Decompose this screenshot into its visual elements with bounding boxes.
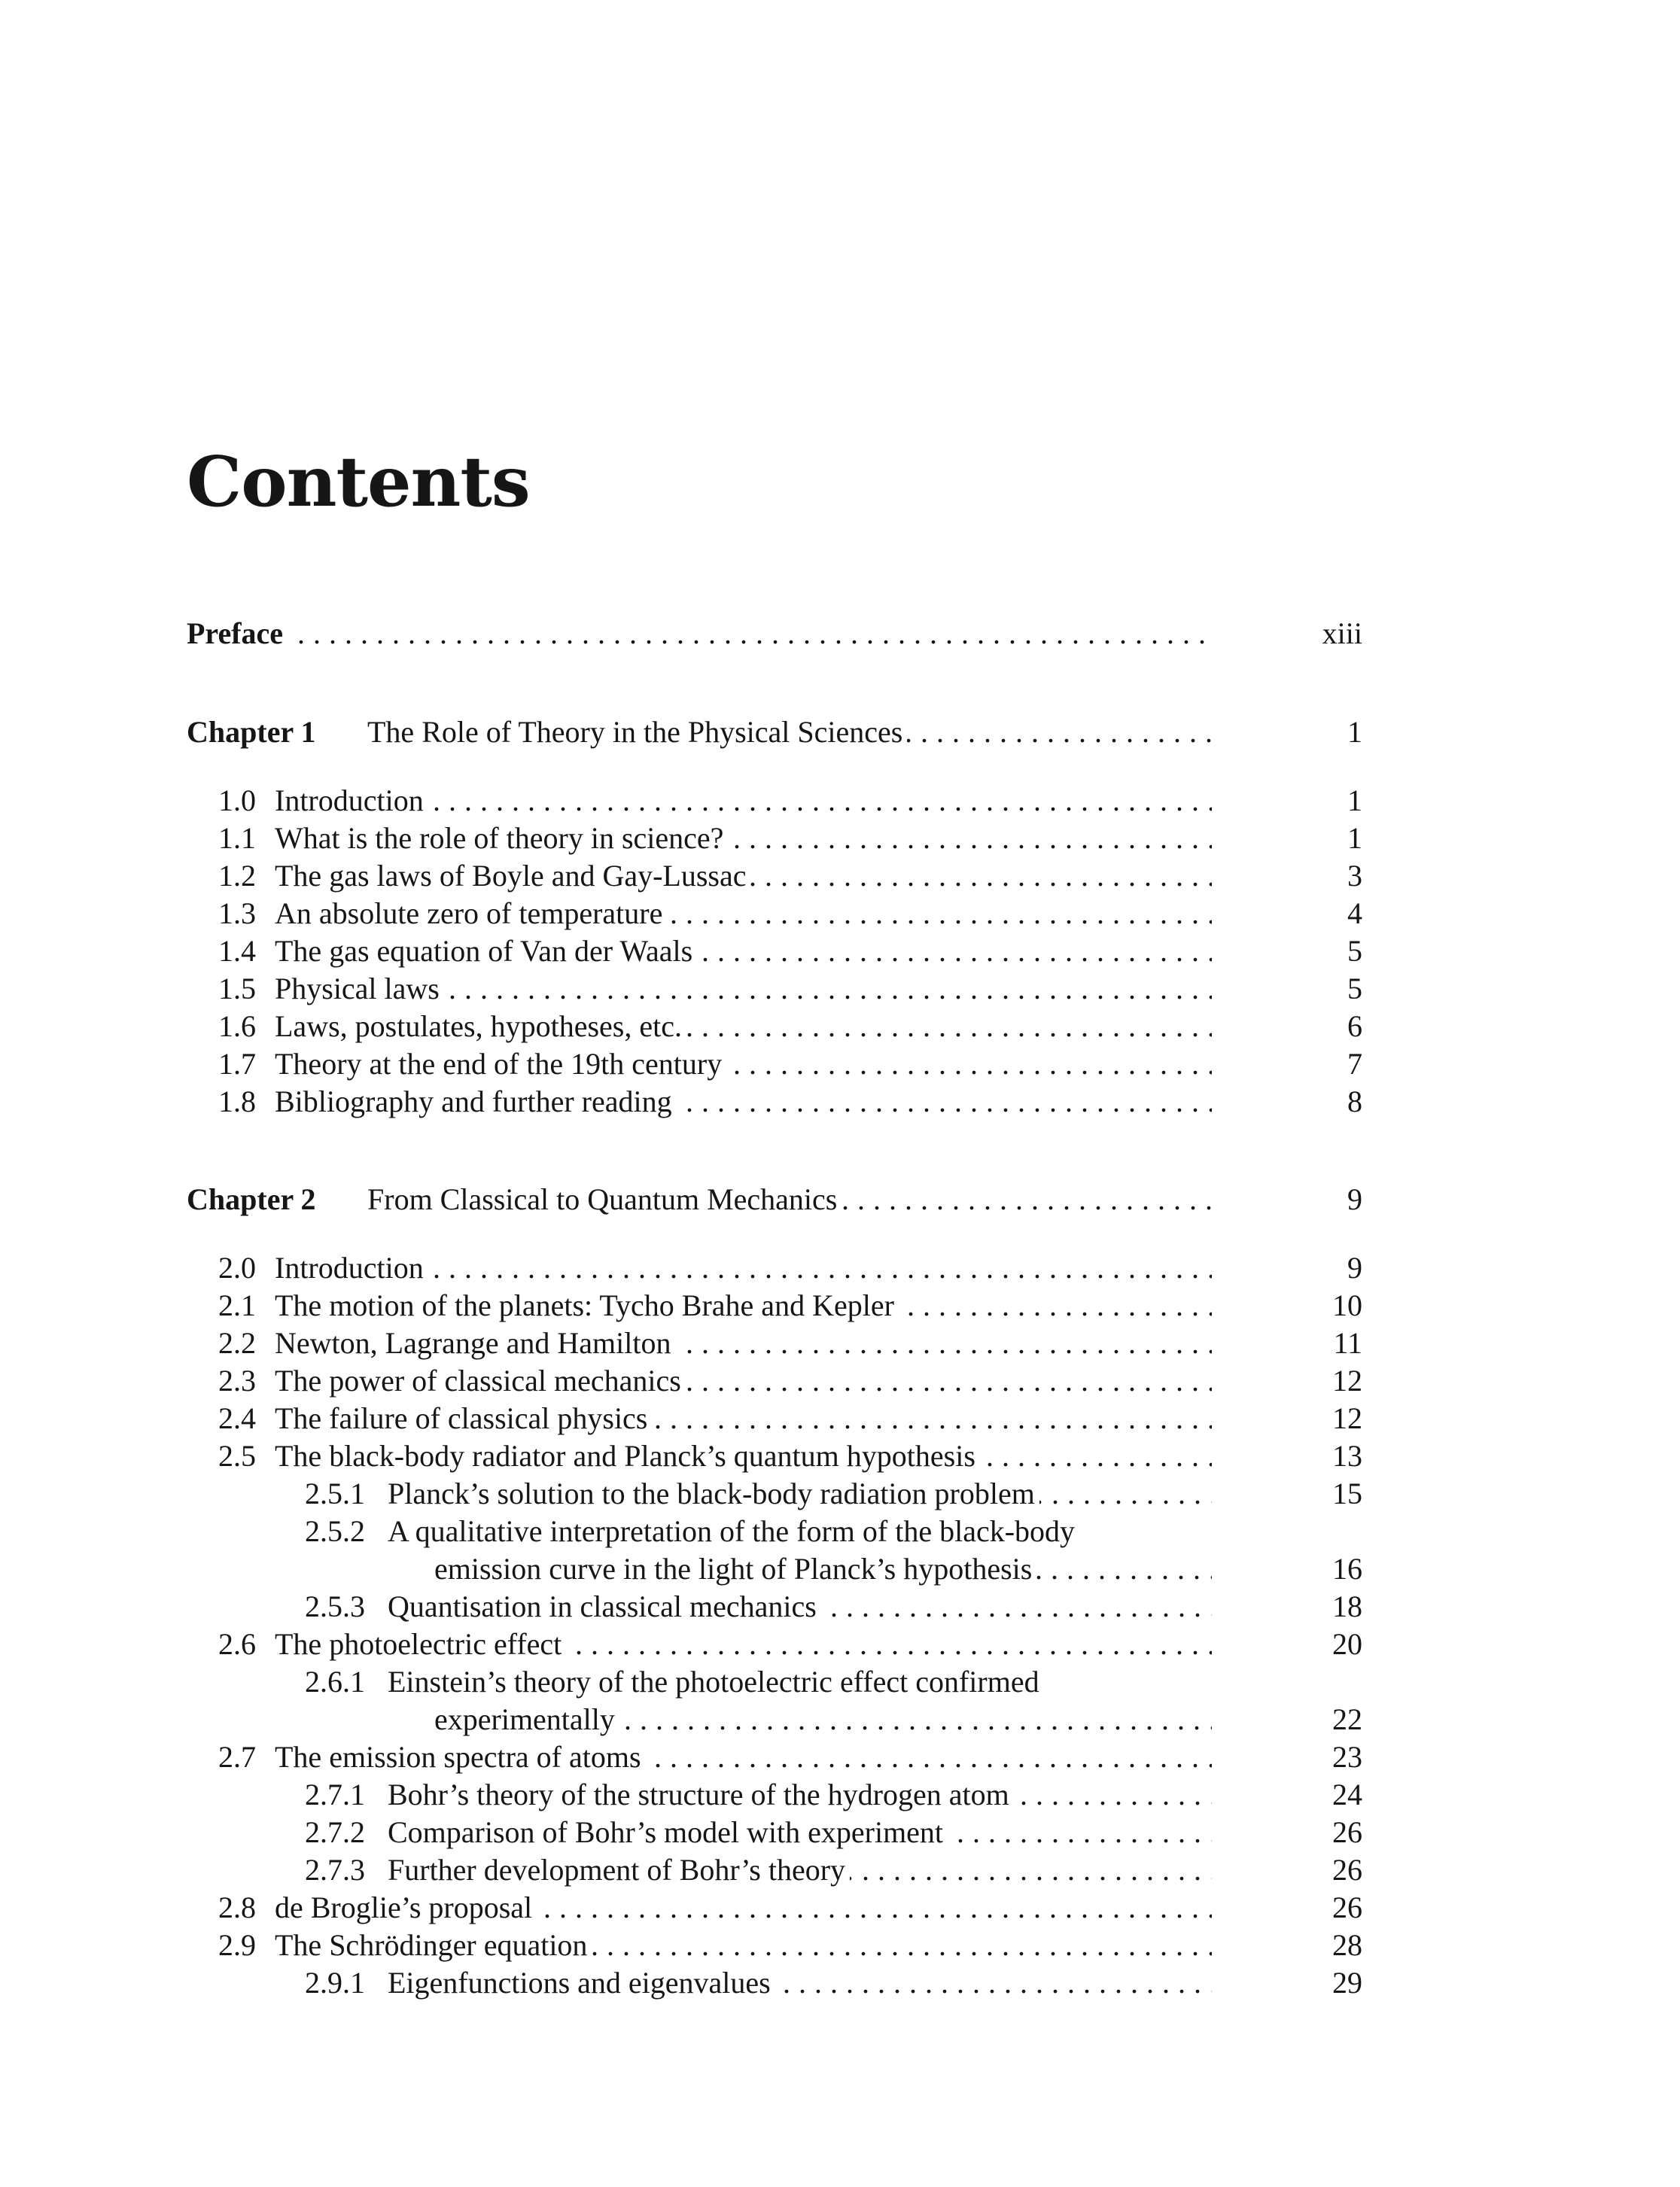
subsection-number: 2.6.1	[305, 1665, 365, 1699]
toc-entry-section[interactable]	[187, 970, 1362, 1008]
entry-title-wrap	[275, 1889, 1212, 1927]
entry-title-wrap	[275, 1400, 1212, 1437]
table-of-contents	[187, 0, 1362, 2187]
entry-title: Comparison of Bohr’s model with experiment	[388, 1815, 948, 1849]
toc-entry-section[interactable]	[187, 1325, 1362, 1362]
page-title: Contents	[187, 441, 530, 522]
entry-title: Physical laws	[275, 972, 444, 1005]
entry-page: 1	[1347, 715, 1362, 749]
entry-title-wrap	[367, 1181, 1212, 1218]
toc-entry-section[interactable]	[187, 1437, 1362, 1475]
toc-entry-chapter[interactable]	[187, 1181, 1362, 1218]
section-number: 1.4	[218, 934, 256, 968]
entry-title-wrap	[275, 1287, 1212, 1325]
entry-page: 16	[1332, 1552, 1362, 1586]
toc-entry-subsection[interactable]	[187, 1588, 1362, 1626]
entry-page: 12	[1332, 1364, 1362, 1398]
entry-title: The gas laws of Boyle and Gay-Lussac	[275, 859, 750, 893]
toc-entry-section[interactable]	[187, 1008, 1362, 1045]
toc-entry-section[interactable]	[187, 932, 1362, 970]
toc-entry-section[interactable]	[187, 1083, 1362, 1121]
entry-page: 9	[1347, 1182, 1362, 1216]
chapter-number: Chapter 2	[187, 1182, 316, 1216]
entry-title-wrap	[388, 1588, 1212, 1626]
entry-page: xiii	[1322, 616, 1362, 650]
entry-title-wrap	[275, 1008, 1212, 1045]
entry-title-wrap	[275, 820, 1212, 857]
section-number: 2.3	[218, 1364, 256, 1398]
entry-title-wrap	[434, 1550, 1212, 1588]
subsection-number: 2.7.3	[305, 1853, 365, 1887]
entry-title-wrap	[388, 1663, 1212, 1701]
section-number: 2.5	[218, 1439, 256, 1473]
entry-title-wrap	[275, 1437, 1212, 1475]
toc-entry-section[interactable]	[187, 1287, 1362, 1325]
entry-title: The failure of classical physics	[275, 1401, 652, 1435]
entry-title: Newton, Lagrange and Hamilton	[275, 1326, 676, 1360]
section-number: 2.2	[218, 1326, 256, 1360]
section-number: 2.8	[218, 1890, 256, 1924]
toc-entry-subsection[interactable]	[187, 1513, 1362, 1550]
toc-entry-subsection[interactable]	[187, 1964, 1362, 2002]
entry-title: Einstein’s theory of the photoelectric effect confirmed	[388, 1665, 1039, 1699]
entry-page: 22	[1332, 1702, 1362, 1736]
entry-title-wrap	[275, 1738, 1212, 1776]
entry-title-wrap	[275, 970, 1212, 1008]
section-number: 1.0	[218, 783, 256, 817]
toc-entry-section[interactable]	[187, 1927, 1362, 1964]
entry-title-wrap	[275, 857, 1212, 895]
subsection-number: 2.7.2	[305, 1815, 365, 1849]
toc-entry-section[interactable]	[187, 1045, 1362, 1083]
entry-title-wrap	[187, 615, 1212, 652]
toc-entry-section[interactable]	[187, 1362, 1362, 1400]
entry-page: 9	[1347, 1251, 1362, 1285]
entry-page: 8	[1347, 1084, 1362, 1118]
entry-title: The Schrödinger equation	[275, 1928, 592, 1962]
entry-title: Preface	[187, 616, 288, 650]
toc-entry-section[interactable]	[187, 895, 1362, 932]
toc-entry-section[interactable]	[187, 820, 1362, 857]
entry-page: 11	[1333, 1326, 1362, 1360]
entry-title-wrap	[388, 1513, 1212, 1550]
entry-title-wrap	[275, 1626, 1212, 1663]
entry-title: Eigenfunctions and eigenvalues	[388, 1966, 775, 2000]
toc-entry-section[interactable]	[187, 782, 1362, 820]
subsection-number: 2.5.1	[305, 1477, 365, 1510]
entry-title: The Role of Theory in the Physical Sciences	[367, 715, 907, 749]
toc-entry-subsection[interactable]	[187, 1851, 1362, 1889]
entry-title: de Broglie’s proposal	[275, 1890, 537, 1924]
entry-page: 5	[1347, 972, 1362, 1005]
section-number: 1.7	[218, 1047, 256, 1081]
entry-title: From Classical to Quantum Mechanics	[367, 1182, 842, 1216]
chapter-number: Chapter 1	[187, 715, 316, 749]
entry-page: 4	[1347, 896, 1362, 930]
entry-title: The motion of the planets: Tycho Brahe and Kepler	[275, 1288, 899, 1322]
section-number: 2.7	[218, 1740, 256, 1774]
entry-title: What is the role of theory in science?	[275, 821, 728, 855]
entry-title-wrap	[275, 1045, 1212, 1083]
entry-page: 1	[1347, 821, 1362, 855]
entry-page: 26	[1332, 1890, 1362, 1924]
entry-page: 20	[1332, 1627, 1362, 1661]
entry-page: 6	[1347, 1009, 1362, 1043]
section-number: 1.8	[218, 1084, 256, 1118]
entry-title: An absolute zero of temperature	[275, 896, 667, 930]
entry-page: 3	[1347, 859, 1362, 893]
entry-title: The power of classical mechanics	[275, 1364, 686, 1398]
entry-page: 26	[1332, 1853, 1362, 1887]
section-number: 1.6	[218, 1009, 256, 1043]
entry-title: Theory at the end of the 19th century	[275, 1047, 726, 1081]
entry-title-wrap	[275, 1927, 1212, 1964]
section-number: 1.2	[218, 859, 256, 893]
toc-entry-subsection[interactable]	[187, 1475, 1362, 1513]
entry-title: Planck’s solution to the black-body radiation problem	[388, 1477, 1039, 1510]
entry-title-continued: emission curve in the light of Planck’s hypothesis	[434, 1552, 1036, 1586]
subsection-number: 2.7.1	[305, 1778, 365, 1811]
entry-title-wrap	[388, 1851, 1212, 1889]
entry-page: 13	[1332, 1439, 1362, 1473]
entry-title: The black-body radiator and Planck’s quantum hypothesis	[275, 1439, 980, 1473]
entry-page: 26	[1332, 1815, 1362, 1849]
entry-title: Further development of Bohr’s theory	[388, 1853, 850, 1887]
subsection-number: 2.5.2	[305, 1514, 365, 1548]
subsection-number: 2.5.3	[305, 1589, 365, 1623]
toc-entry-continuation[interactable]	[187, 1701, 1362, 1738]
entry-title-wrap	[275, 1083, 1212, 1121]
section-number: 2.1	[218, 1288, 256, 1322]
toc-entry-section[interactable]	[187, 1626, 1362, 1663]
entry-title: The gas equation of Van der Waals	[275, 934, 697, 968]
entry-title: Introduction	[275, 1251, 428, 1285]
entry-title: A qualitative interpretation of the form of the black-body	[388, 1514, 1076, 1548]
toc-entry-section[interactable]	[187, 1889, 1362, 1927]
entry-page: 12	[1332, 1401, 1362, 1435]
entry-title: Introduction	[275, 783, 428, 817]
entry-page: 29	[1332, 1966, 1362, 2000]
entry-title-wrap	[388, 1776, 1212, 1814]
entry-title-wrap	[388, 1475, 1212, 1513]
entry-title-wrap	[275, 895, 1212, 932]
entry-title-wrap	[388, 1814, 1212, 1851]
section-number: 1.3	[218, 896, 256, 930]
entry-title: Quantisation in classical mechanics	[388, 1589, 821, 1623]
entry-title-continued: experimentally	[434, 1702, 619, 1736]
section-number: 2.6	[218, 1627, 256, 1661]
section-number: 1.5	[218, 972, 256, 1005]
entry-title-wrap	[275, 1249, 1212, 1287]
entry-title: Laws, postulates, hypotheses, etc.	[275, 1009, 686, 1043]
toc-entry-preface[interactable]	[187, 615, 1362, 652]
entry-title-wrap	[275, 1362, 1212, 1400]
entry-title-wrap	[434, 1701, 1212, 1738]
entry-page: 24	[1332, 1778, 1362, 1811]
section-number: 1.1	[218, 821, 256, 855]
toc-entry-section[interactable]	[187, 1400, 1362, 1437]
toc-entry-continuation[interactable]	[187, 1550, 1362, 1588]
toc-entry-section[interactable]	[187, 857, 1362, 895]
entry-page: 28	[1332, 1928, 1362, 1962]
toc-entry-section[interactable]	[187, 1738, 1362, 1776]
toc-entry-subsection[interactable]	[187, 1663, 1362, 1701]
entry-title-wrap	[388, 1964, 1212, 2002]
section-number: 2.9	[218, 1928, 256, 1962]
entry-title: The emission spectra of atoms	[275, 1740, 646, 1774]
entry-page: 18	[1332, 1589, 1362, 1623]
entry-title: Bibliography and further reading	[275, 1084, 677, 1118]
subsection-number: 2.9.1	[305, 1966, 365, 2000]
entry-page: 7	[1347, 1047, 1362, 1081]
entry-title: The photoelectric effect	[275, 1627, 566, 1661]
entry-page: 15	[1332, 1477, 1362, 1510]
toc-entry-section[interactable]	[187, 1249, 1362, 1287]
entry-page: 5	[1347, 934, 1362, 968]
entry-title-wrap	[275, 1325, 1212, 1362]
entry-page: 1	[1347, 783, 1362, 817]
section-number: 2.0	[218, 1251, 256, 1285]
entry-title-wrap	[275, 932, 1212, 970]
toc-entry-subsection[interactable]	[187, 1814, 1362, 1851]
section-number: 2.4	[218, 1401, 256, 1435]
entry-title-wrap	[275, 782, 1212, 820]
toc-entry-subsection[interactable]	[187, 1776, 1362, 1814]
entry-page: 10	[1332, 1288, 1362, 1322]
toc-entry-chapter[interactable]	[187, 713, 1362, 751]
entry-title: Bohr’s theory of the structure of the hydrogen atom	[388, 1778, 1014, 1811]
entry-page: 23	[1332, 1740, 1362, 1774]
entry-title-wrap	[367, 713, 1212, 751]
